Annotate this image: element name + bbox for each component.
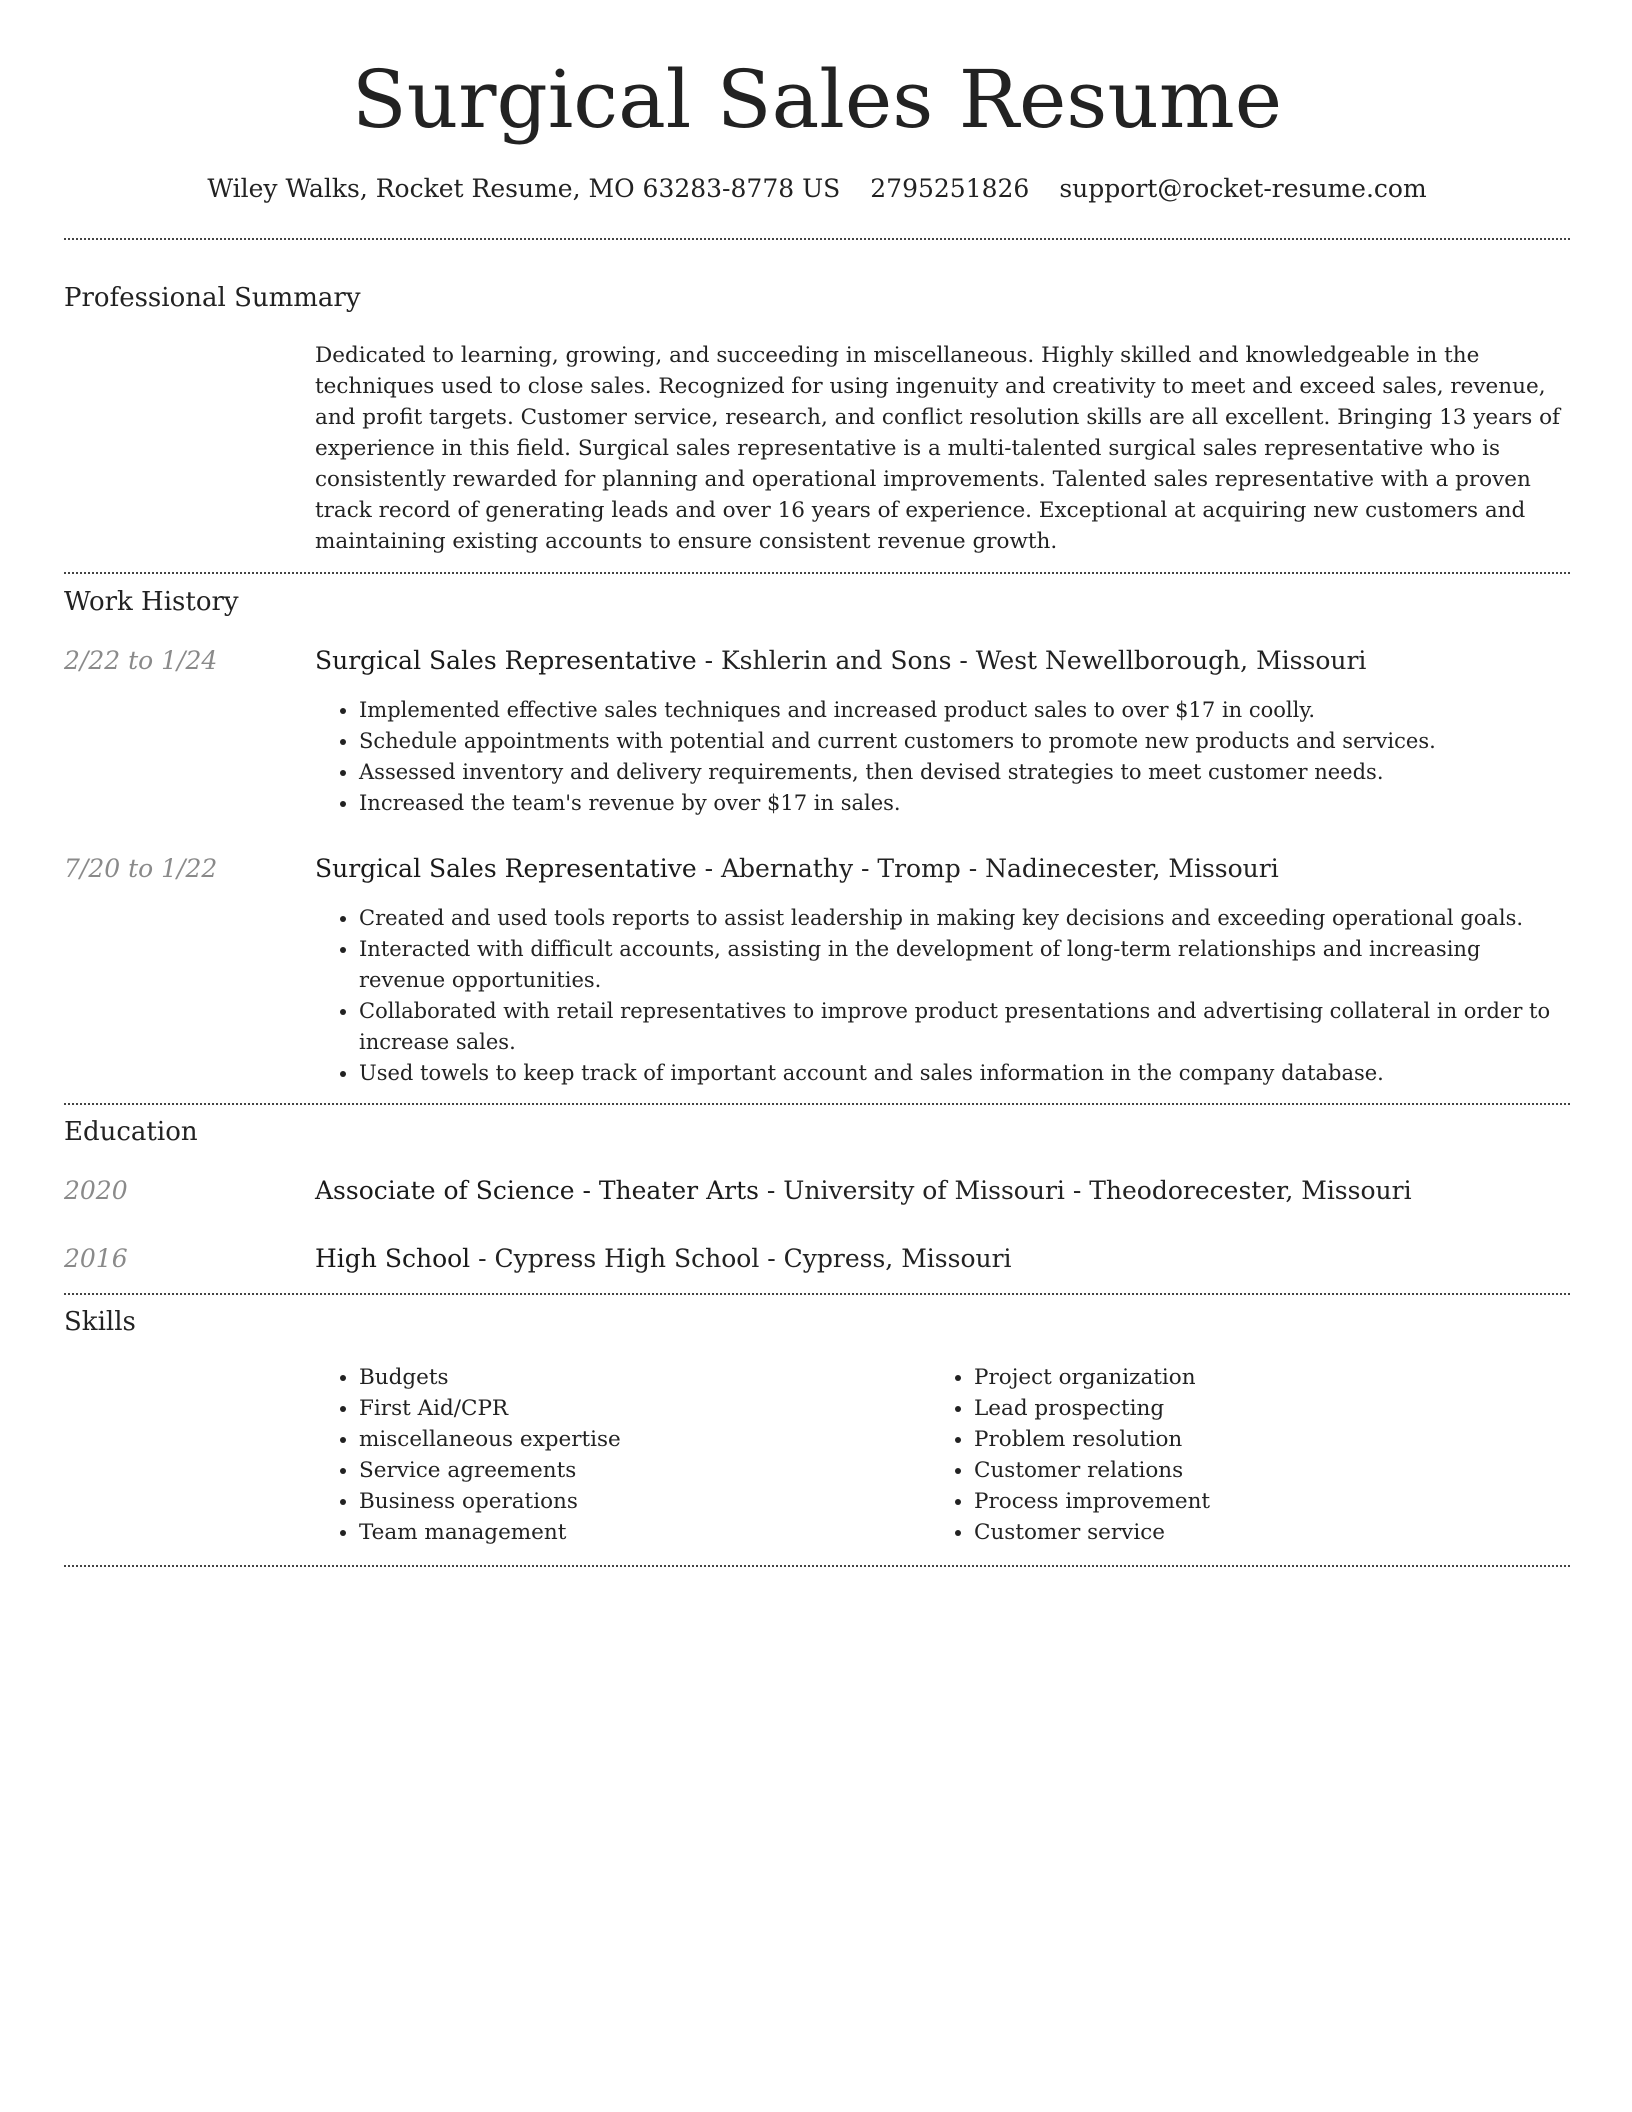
job-heading [315, 852, 1279, 886]
job-details: - Abernathy - Tromp - Nadinecester, Missouri [696, 854, 1279, 883]
education-divider [64, 1293, 1570, 1295]
skills-divider [64, 1565, 1570, 1567]
education-degree: High School [315, 1244, 471, 1273]
skill-item: • Service agreements [359, 1455, 915, 1486]
job-details: - Kshlerin and Sons - West Newellborough, Missouri [696, 646, 1367, 675]
contact-line [64, 172, 1570, 206]
skill-item: • Process improvement [974, 1486, 1530, 1517]
education-details: - University of Missouri - Theodorecester, Missouri [758, 1176, 1412, 1205]
list-item: • Created and used tools reports to assist leadership in making key decisions and exceeding operational goals. [359, 903, 1570, 934]
education-year: 2016 [64, 1244, 128, 1273]
skill-item: • miscellaneous expertise [359, 1424, 915, 1455]
skill-item: • First Aid/CPR [359, 1393, 915, 1424]
skills-list-left [315, 1362, 915, 1548]
summary-divider [64, 572, 1570, 574]
list-item: • Interacted with difficult accounts, assisting in the development of long-term relationships and increasing revenue opportunities. [359, 934, 1570, 996]
skill-item: • Team management [359, 1517, 915, 1548]
job-bullets [315, 903, 1570, 1089]
skill-item: • Business operations [359, 1486, 915, 1517]
education-entry [315, 1242, 1012, 1276]
skill-item: • Problem resolution [974, 1424, 1530, 1455]
work-history-heading: Work History [64, 587, 239, 617]
education-details: - Cypress High School - Cypress, Missouri [470, 1244, 1012, 1273]
header-divider [64, 238, 1570, 240]
list-item: • Assessed inventory and delivery requirements, then devised strategies to meet customer needs. [359, 757, 1570, 788]
skills-list-right [930, 1362, 1530, 1548]
job-title: Surgical Sales Representative [315, 854, 697, 883]
list-item: • Schedule appointments with potential and current customers to promote new products and services. [359, 726, 1570, 757]
skill-item: • Project organization [974, 1362, 1530, 1393]
skill-item: • Lead prospecting [974, 1393, 1530, 1424]
education-degree: Associate of Science - Theater Arts [315, 1176, 759, 1205]
list-item: • Collaborated with retail representatives to improve product presentations and advertising collateral in order to increase sales. [359, 996, 1570, 1058]
job-bullets [315, 695, 1570, 819]
summary-text: Dedicated to learning, growing, and succeeding in miscellaneous. Highly skilled and knowledgeable in the techniques used to close sales. Recognized for using ingenuity and creativity to meet and exceed sales, revenue, and profit targets. Customer service, research, and conflict resolution skills are all excellent. Bringing 13 years of experience in this field. Surgical sales representative is a multi-talented surgical sales representative who is consistently rewarded for planning and operational improvements. Talented sales representative with a proven track record of generating leads and over 16 years of experience. Exceptional at acquiring new customers and maintaining existing accounts to ensure consistent revenue growth. [315, 343, 1561, 554]
skills-heading: Skills [64, 1307, 136, 1337]
work-divider [64, 1103, 1570, 1105]
contact-email: support@rocket-resume.com [1059, 174, 1427, 203]
skill-item: • Customer relations [974, 1455, 1530, 1486]
list-item: • Increased the team's revenue by over $17 in sales. [359, 788, 1570, 819]
list-item: • Implemented effective sales techniques and increased product sales to over $17 in coolly. [359, 695, 1570, 726]
job-dates: 7/20 to 1/22 [64, 854, 218, 883]
list-item: • Used towels to keep track of important account and sales information in the company database. [359, 1058, 1570, 1089]
education-heading: Education [64, 1117, 198, 1147]
contact-address: Wiley Walks, Rocket Resume, MO 63283-8778 US [207, 174, 841, 203]
job-title: Surgical Sales Representative [315, 646, 697, 675]
skill-item: • Budgets [359, 1362, 915, 1393]
contact-phone: 2795251826 [870, 174, 1030, 203]
education-year: 2020 [64, 1176, 128, 1205]
job-dates: 2/22 to 1/24 [64, 646, 218, 675]
job-heading [315, 644, 1366, 678]
skill-item: • Customer service [974, 1517, 1530, 1548]
summary-heading: Professional Summary [64, 283, 361, 313]
education-entry [315, 1174, 1412, 1208]
resume-title: Surgical Sales Resume [351, 53, 1283, 146]
